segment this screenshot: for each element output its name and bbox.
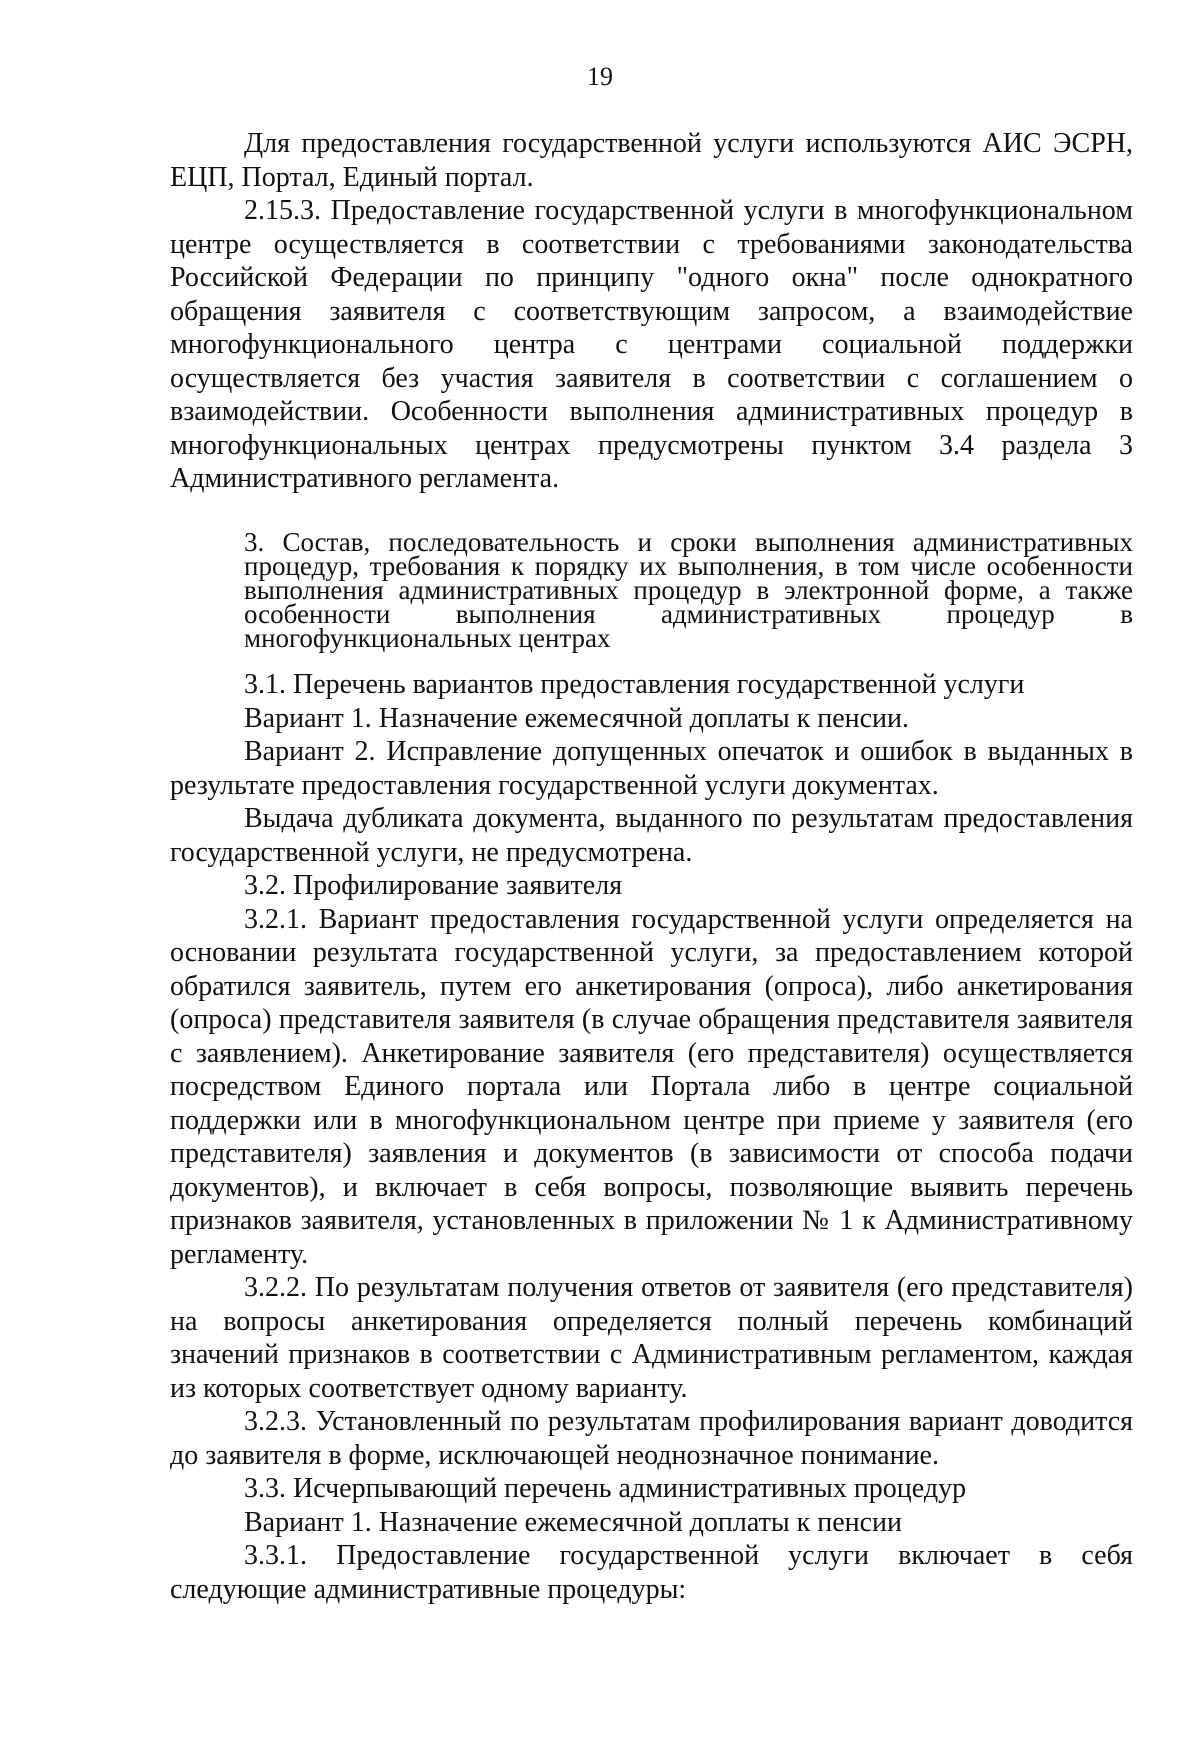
heading-3-1: 3.1. Перечень вариантов предоставления государственной услуги	[244, 669, 1025, 700]
paragraph-systems-used: Для предоставления государственной услуги используются АИС ЭСРН, ЕЦП, Портал, Единый портал.	[170, 128, 1133, 193]
heading-3-3: 3.3. Исчерпывающий перечень административных процедур	[244, 1473, 967, 1504]
variant-2-item: Вариант 2. Исправление допущенных опечаток и ошибок в выданных в результате предоставления государственной услуги документах.	[170, 736, 1133, 801]
paragraph-3-3-1: 3.3.1. Предоставление государственной услуги включает в себя следующие административные процедуры:	[170, 1540, 1133, 1605]
paragraph-3-2-3: 3.2.3. Установленный по результатам профилирования вариант доводится до заявителя в форме, исключающей неоднозначное понимание.	[170, 1406, 1133, 1471]
page-number: 19	[587, 62, 613, 91]
paragraph-3-2-1: 3.2.1. Вариант предоставления государственной услуги определяется на основании результата государственной услуги, за предоставлением которой обратился заявитель, путем его анкетирования (опроса), либо анкетирования (опроса) представителя заявителя (в случае обращения представителя заявителя с заявлением). Анкетирование заявителя (его представителя) осуществляется посредством Единого портала или Портала либо в центре социальной поддержки или в многофункциональном центре при приеме у заявителя (его представителя) заявления и документов (в зависимости от способа подачи документов), и включает в себя вопросы, позволяющие выявить перечень признаков заявителя, установленных в приложении № 1 к Административному регламенту.	[170, 903, 1133, 1270]
heading-3-2: 3.2. Профилирование заявителя	[244, 870, 623, 901]
paragraph-3-2-2: 3.2.2. По результатам получения ответов от заявителя (его представителя) на вопросы анкетирования определяется полный перечень комбинаций значений признаков в соответствии с Административным регламентом, каждая из которых соответствует одному варианту.	[170, 1272, 1133, 1404]
main-body-block	[170, 668, 1133, 1606]
section-3-heading: 3. Состав, последовательность и сроки выполнения административных процедур, требования к порядку их выполнения, в том числе особенности выполнения административных процедур в электронной форме, а также особенности выполнения административных процедур в многофункциональных центрах	[244, 527, 1133, 653]
intro-block	[170, 127, 1133, 496]
variant-1-procedures-item: Вариант 1. Назначение ежемесячной доплаты к пенсии	[244, 1506, 903, 1538]
variant-1-item: Вариант 1. Назначение ежемесячной доплаты к пенсии.	[244, 702, 910, 734]
paragraph-2-15-3: 2.15.3. Предоставление государственной услуги в многофункциональном центре осуществляется в соответствии с требованиями законодательства Российской Федерации по принципу "одного окна" после однократного обращения заявителя с соответствующим запросом, а взаимодействие многофункционального центра с центрами социальной поддержки осуществляется без участия заявителя в соответствии с соглашением о взаимодействии. Особенности выполнения административных процедур в многофункциональных центрах предусмотрены пунктом 3.4 раздела 3 Административного регламента.	[170, 195, 1133, 494]
paragraph-duplicate: Выдача дубликата документа, выданного по результатам предоставления государственной услуги, не предусмотрена.	[170, 803, 1133, 868]
